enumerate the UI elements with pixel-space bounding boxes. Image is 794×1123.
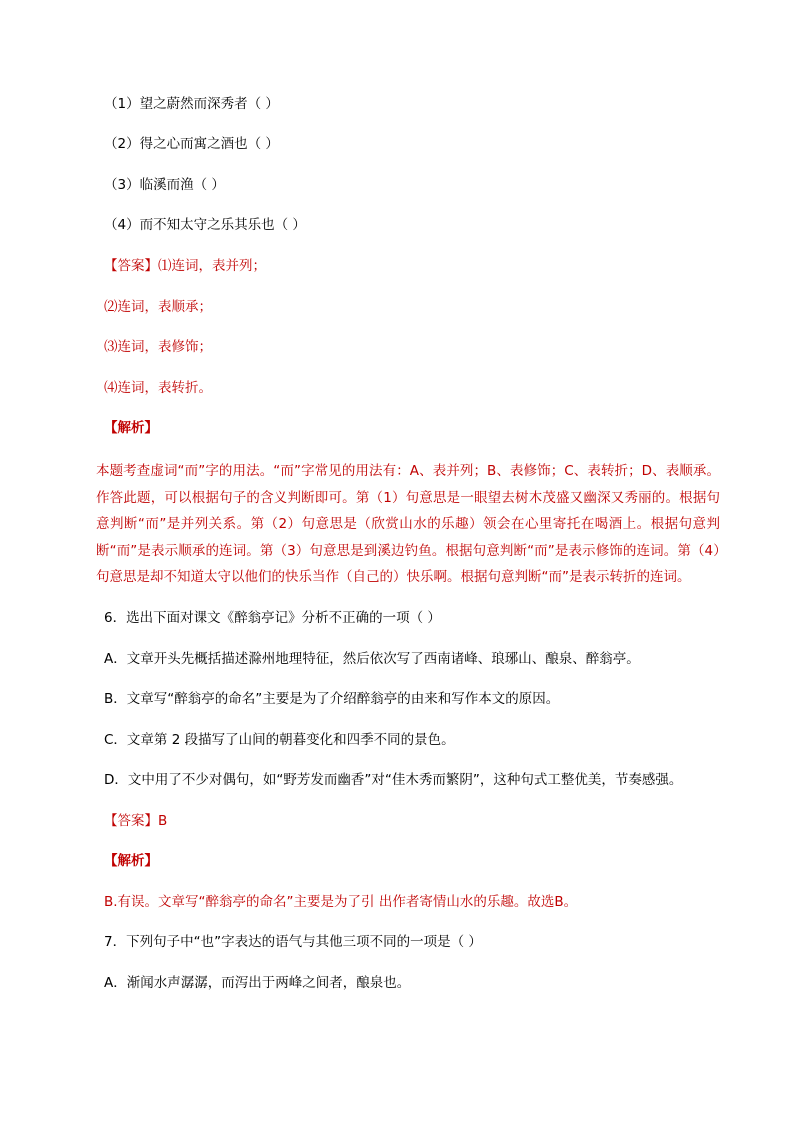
answer-text: B xyxy=(158,813,168,829)
q5-item-1: （1）望之蔚然而深秀者（ ） xyxy=(104,96,279,112)
q6-option-a: A．文章开头先概括描述滁州地理特征，然后依次写了西南诸峰、琅琊山、酿泉、醉翁亭。 xyxy=(104,651,640,667)
q6-option-c: C．文章第 2 段描写了山间的朝暮变化和四季不同的景色。 xyxy=(104,732,455,748)
q6-answer-block xyxy=(104,811,167,831)
q6-analysis-text: B.有误。文章写“醉翁亭的命名”主要是为了引 出作者寄情山水的乐趣。故选B。 xyxy=(104,894,578,910)
q5-analysis-text: 本题考查虚词“而”字的用法。“而”字常见的用法有：A、表并列；B、表修饰；C、表转折；D、表顺承。作答此题，可以根据句子的含义判断即可。第（1）句意思是一眼望去树木茂盛又幽深又秀丽的。根据句意判断“而”是并列关系。第（2）句意思是（欣赏山水的乐趣）领会在心里寄托在喝酒上。根据句意判断“而”是表示顺承的连词。第（3）句意思是到溪边钓鱼。根据句意判断“而”是表示修饰的连词。第（4）句意思是却不知道太守以他们的快乐当作（自己的）快乐啊。根据句意判断“而”是表示转折的连词。 xyxy=(96,463,720,585)
answer-label: 【答案】 xyxy=(104,258,158,274)
q5-item-3: （3）临溪而渔（ ） xyxy=(104,177,225,193)
q7-option-a: A．渐闻水声潺潺，而泻出于两峰之间者，酿泉也。 xyxy=(104,975,411,991)
analysis-label: 【解析】 xyxy=(104,853,158,869)
analysis-label: 【解析】 xyxy=(104,420,158,436)
q5-answer-3: ⑶连词，表修饰； xyxy=(104,339,212,355)
answer-text: ⑴连词，表并列； xyxy=(158,258,266,274)
q5-answer-block xyxy=(104,256,266,276)
q5-item-4: （4）而不知太守之乐其乐也（ ） xyxy=(104,217,306,233)
answer-label: 【答案】 xyxy=(104,813,158,829)
q6-stem: 6．选出下面对课文《醉翁亭记》分析不正确的一项（ ） xyxy=(104,610,441,626)
q5-answer-2: ⑵连词，表顺承； xyxy=(104,299,212,315)
q5-answer-4: ⑷连词，表转折。 xyxy=(104,380,212,396)
q6-option-d: D．文中用了不少对偶句，如“野芳发而幽香”对“佳木秀而繁阴”，这种句式工整优美，节奏感强。 xyxy=(104,772,683,788)
q5-item-2: （2）得之心而寓之酒也（ ） xyxy=(104,136,279,152)
q6-option-b: B．文章写“醉翁亭的命名”主要是为了介绍醉翁亭的由来和写作本文的原因。 xyxy=(104,691,560,707)
q7-stem: 7．下列句子中“也”字表达的语气与其他三项不同的一项是（ ） xyxy=(104,934,482,950)
